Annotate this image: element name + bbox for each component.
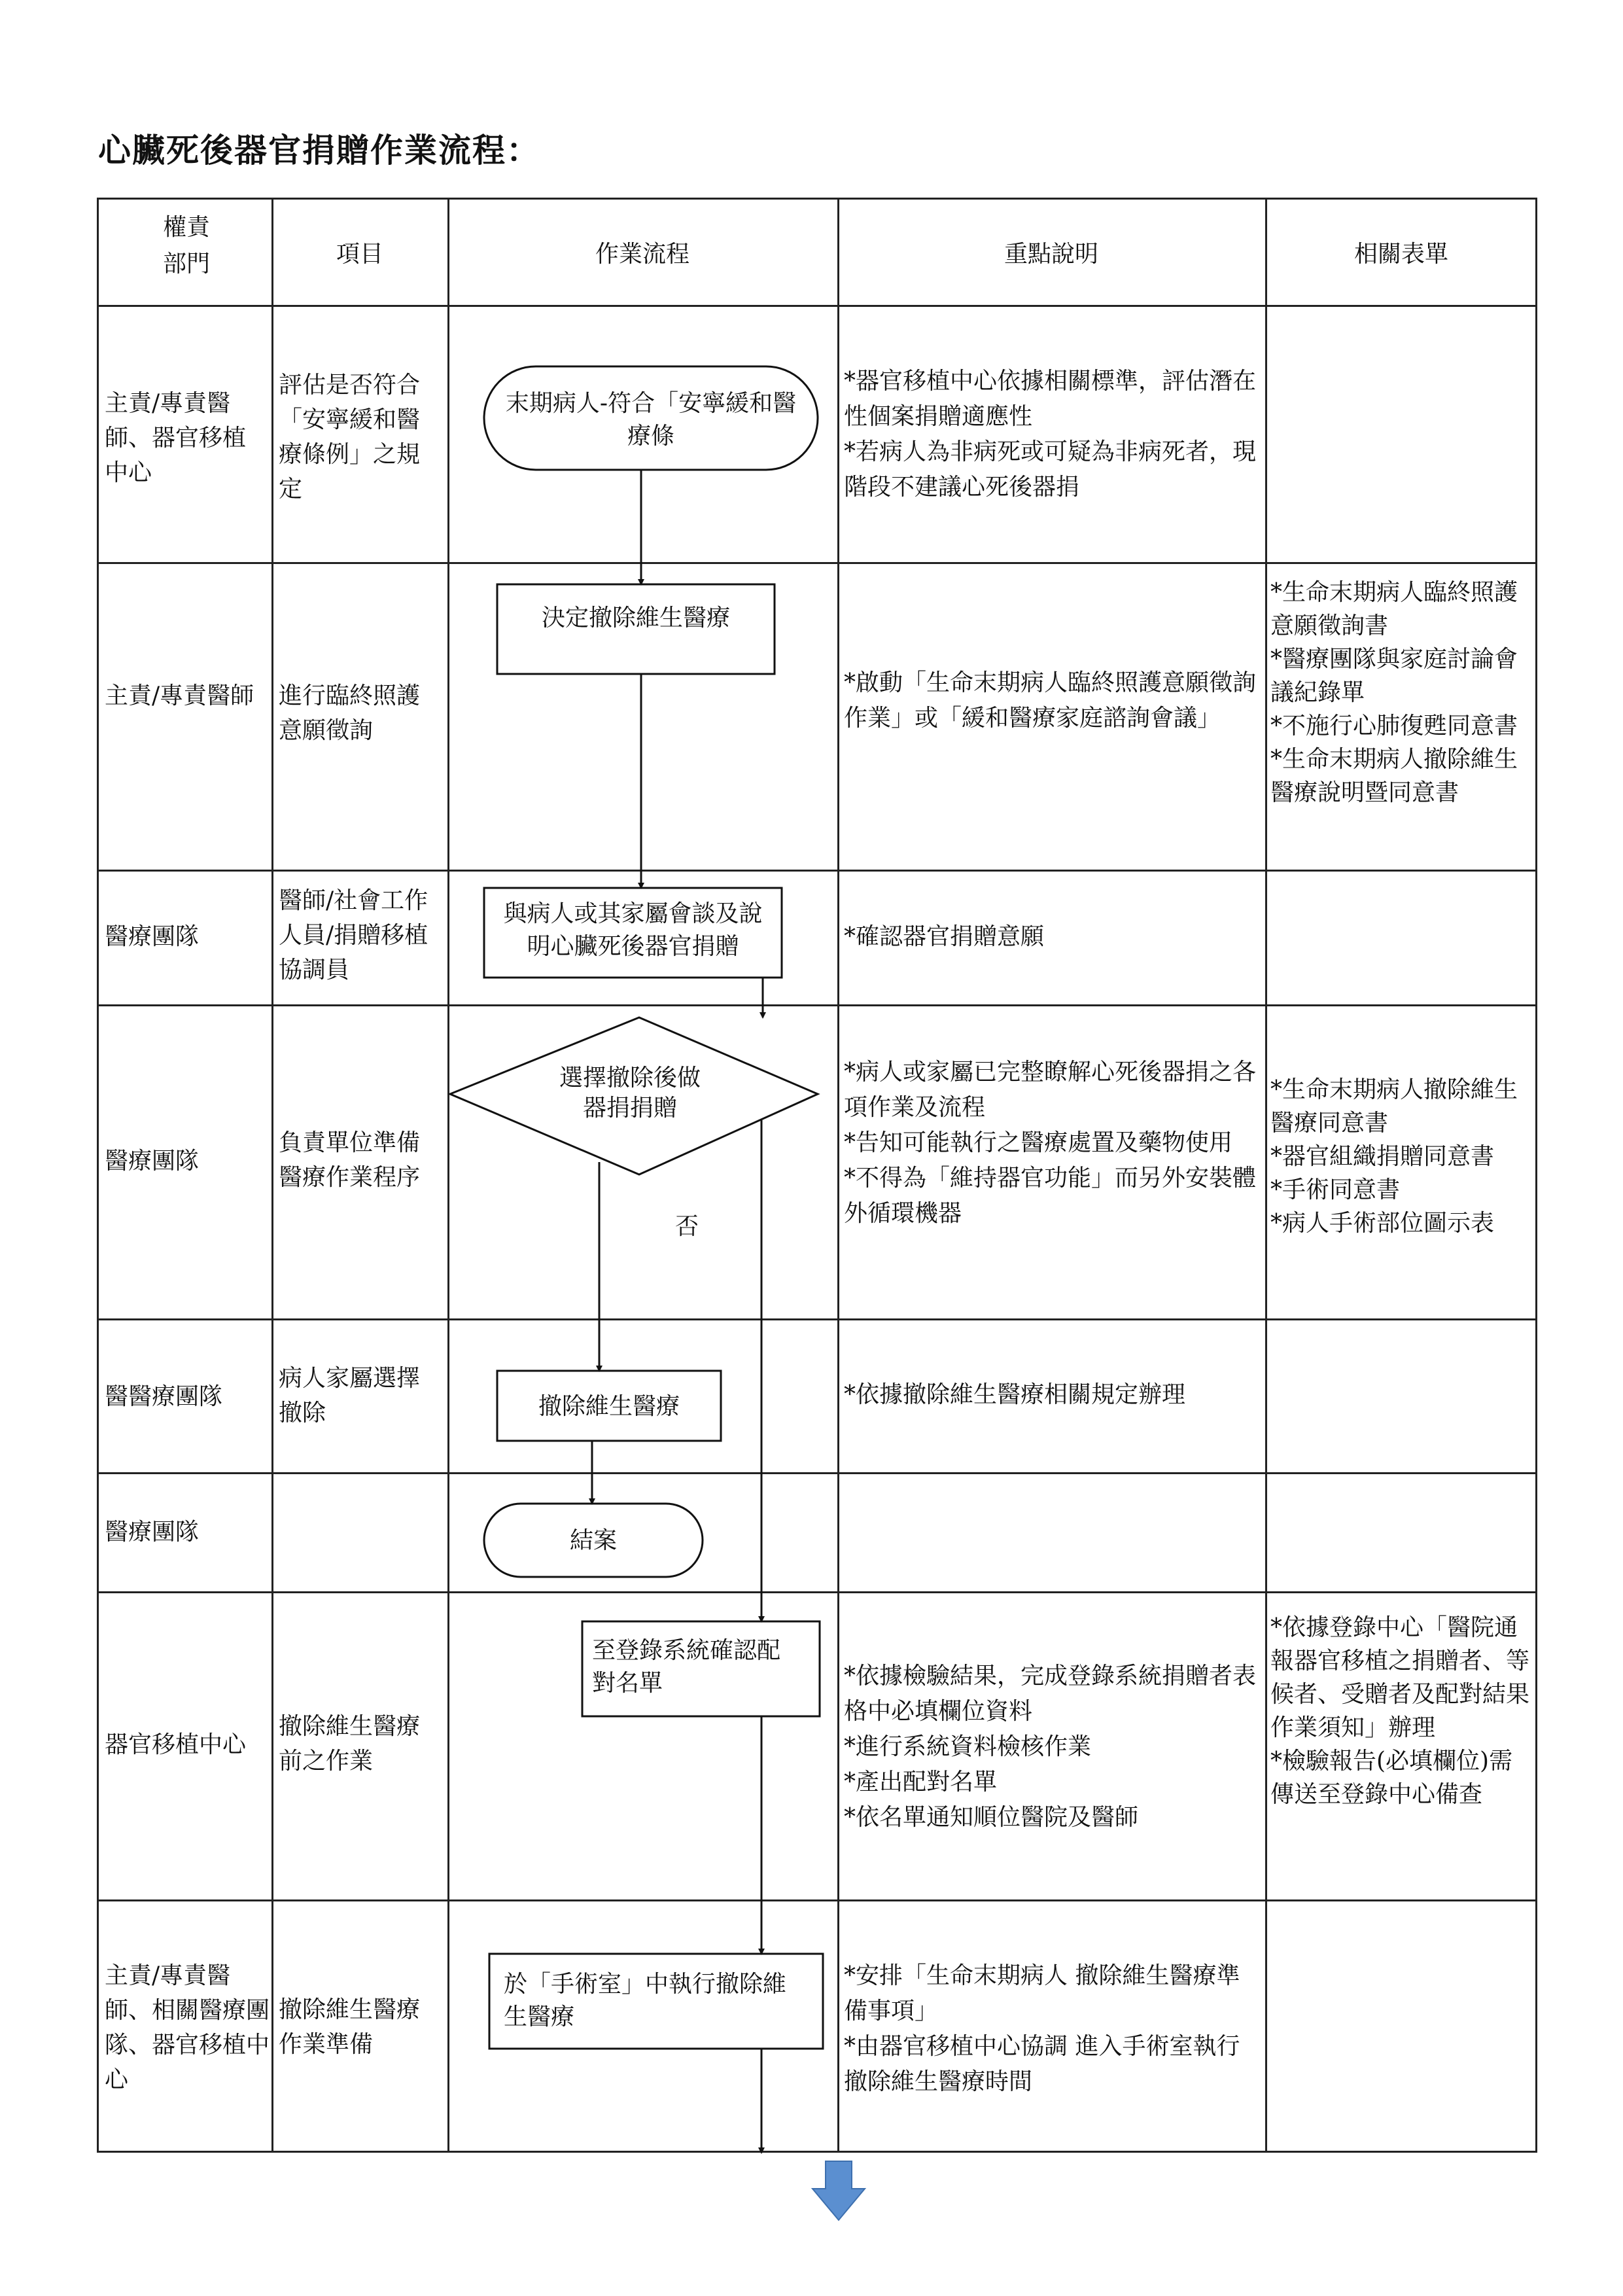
row8-note: *安排「生命末期病人 撤除維生醫療準備事項」 bbox=[844, 1962, 1240, 2024]
page-title: 心臟死後器官捐贈作業流程： bbox=[98, 131, 540, 169]
row7-form: *依據登錄中心「醫院通報器官移植之捐贈者、等候者、受贈者及配對結果作業須知」辦理 bbox=[1270, 1614, 1530, 1741]
row3-item: 醫師/社會工作人員/捐贈移植協調員 bbox=[279, 887, 428, 983]
row1-dept: 主責/專責醫師、器官移植中心 bbox=[105, 390, 247, 486]
header-flow: 作業流程 bbox=[595, 241, 689, 268]
row7-note: *產出配對名單 bbox=[844, 1769, 998, 1795]
no-label: 否 bbox=[674, 1213, 699, 1240]
row1-item: 評估是否符合「安寧緩和醫療條例」之規定 bbox=[279, 372, 421, 503]
continue-down-arrow bbox=[812, 2161, 865, 2220]
header-dept-line1: 權責 bbox=[162, 214, 210, 241]
row2-note: *啟動「生命末期病人臨終照護意願徵詢作業」或「緩和醫療家庭諮詢會議」 bbox=[844, 669, 1257, 732]
row7-note: *依據檢驗結果，完成登錄系統捐贈者表格中必填欄位資料 bbox=[844, 1663, 1257, 1725]
header-notes: 重點說明 bbox=[1003, 241, 1098, 268]
row1-note: *器官移植中心依據相關標準，評估潛在性個案捐贈適應性 bbox=[844, 368, 1257, 430]
row4-form: *生命末期病人撤除維生醫療同意書 bbox=[1270, 1076, 1518, 1137]
withdraw-text: 撤除維生醫療 bbox=[538, 1393, 680, 1420]
row4-form: *器官組織捐贈同意書 bbox=[1270, 1143, 1495, 1170]
row4-dept: 醫療團隊 bbox=[105, 1148, 200, 1174]
row7-note: *依名單通知順位醫院及醫師 bbox=[844, 1804, 1139, 1831]
row2-form: *醫療團隊與家庭討論會議紀錄單 bbox=[1270, 646, 1518, 706]
discuss-text: 與病人或其家屬會談及說明心臟死後器官捐贈 bbox=[503, 900, 763, 960]
row5-item: 病人家屬選擇撤除 bbox=[279, 1365, 421, 1426]
row2-form: *生命末期病人撤除維生醫療說明暨同意書 bbox=[1270, 746, 1518, 806]
row4-item: 負責單位準備醫療作業程序 bbox=[279, 1129, 421, 1191]
row2-form: *不施行心肺復甦同意書 bbox=[1270, 713, 1518, 739]
start-text: 末期病人-符合「安寧緩和醫療條 bbox=[505, 390, 797, 450]
row4-note: *告知可能執行之醫療處置及藥物使用 bbox=[844, 1129, 1233, 1156]
or-withdraw-text: 於「手術室」中執行撤除維生醫療 bbox=[504, 1971, 787, 2030]
row7-dept: 器官移植中心 bbox=[105, 1731, 247, 1758]
row2-dept: 主責/專責醫師 bbox=[105, 682, 254, 709]
header-dept-line2: 部門 bbox=[162, 251, 210, 277]
registry-text: 至登錄系統確認配對名單 bbox=[592, 1637, 781, 1697]
decide-withdraw-text: 決定撤除維生醫療 bbox=[541, 605, 730, 631]
row4-form: *病人手術部位圖示表 bbox=[1270, 1210, 1495, 1237]
row8-dept: 主責/專責醫師、相關醫療團隊、器官移植中心 bbox=[105, 1962, 270, 2093]
header-item: 項目 bbox=[336, 241, 383, 268]
row2-form: *生命末期病人臨終照護意願徵詢書 bbox=[1270, 579, 1518, 639]
choice-text: 選擇撤除後做器捐捐贈 bbox=[559, 1065, 701, 1122]
row8-item: 撤除維生醫療作業準備 bbox=[279, 1996, 421, 2058]
row1-note: *若病人為非病死或可疑為非病死者，現階段不建議心死後器捐 bbox=[844, 438, 1257, 501]
row6-dept: 醫療團隊 bbox=[105, 1519, 200, 1545]
row2-item: 進行臨終照護意願徵詢 bbox=[279, 682, 421, 744]
close-case-text: 結案 bbox=[569, 1527, 617, 1554]
row4-form: *手術同意書 bbox=[1270, 1176, 1401, 1203]
row7-note: *進行系統資料檢核作業 bbox=[844, 1733, 1092, 1760]
row7-item: 撤除維生醫療前之作業 bbox=[279, 1713, 421, 1775]
row3-note: *確認器官捐贈意願 bbox=[844, 923, 1045, 950]
row5-dept: 醫醫療團隊 bbox=[105, 1383, 223, 1410]
row8-note: *由器官移植中心協調 進入手術室執行撤除維生醫療時間 bbox=[844, 2033, 1240, 2095]
row4-note: *病人或家屬已完整瞭解心死後器捐之各項作業及流程 bbox=[844, 1059, 1257, 1121]
row7-form: *檢驗報告(必填欄位)需傳送至登錄中心備查 bbox=[1270, 1748, 1513, 1808]
row3-dept: 醫療團隊 bbox=[105, 923, 200, 950]
row4-note: *不得為「維持器官功能」而另外安裝體外循環機器 bbox=[844, 1165, 1257, 1227]
row5-note: *依據撤除維生醫療相關規定辦理 bbox=[844, 1381, 1186, 1408]
header-forms: 相關表單 bbox=[1353, 241, 1448, 268]
